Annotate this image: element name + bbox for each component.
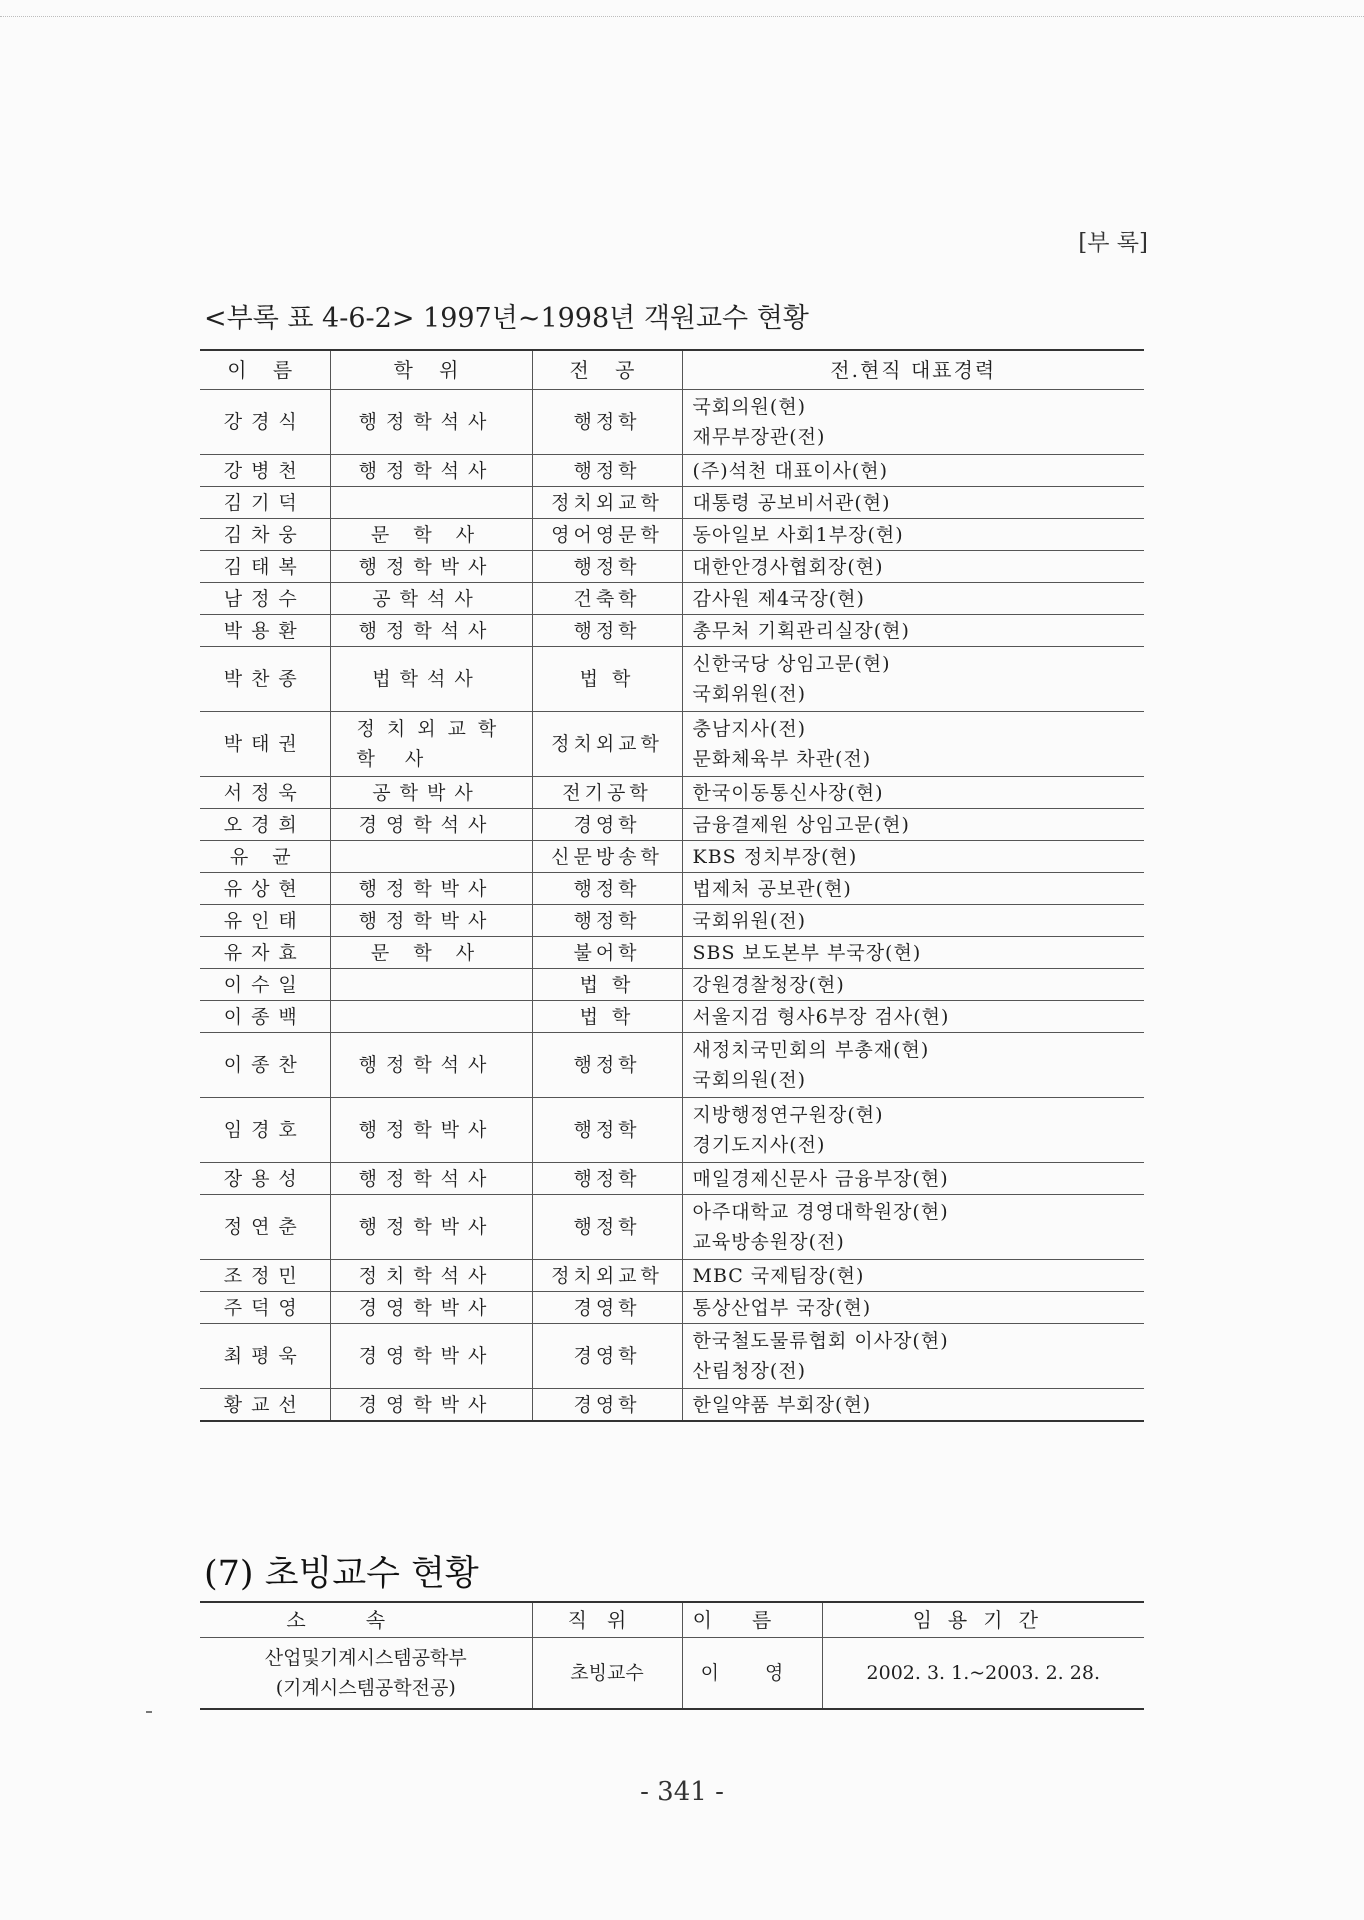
table-row [200,905,1144,937]
cell-degree [330,487,532,519]
table-row [200,615,1144,647]
header-career: 전.현직 대표경력 [682,350,1144,390]
cell-major: 행정학 [532,1195,682,1260]
career-line: 대통령 공보비서관(현) [692,491,891,514]
cell-degree: 경영학박사 [330,1389,532,1422]
career-line: 감사원 제4국장(현) [692,587,865,610]
cell-career [682,1098,1144,1163]
career-line: MBC 국제팀장(현) [692,1264,865,1287]
cell-major: 행정학 [532,1033,682,1098]
cell-career [682,969,1144,1001]
cell-career [682,519,1144,551]
cell-degree [330,712,532,777]
cell-career [682,390,1144,455]
cell-name: 박찬종 [200,647,330,712]
cell-position: 초빙교수 [532,1638,682,1710]
cell-name: 김차웅 [200,519,330,551]
cell-degree [330,841,532,873]
cell-degree: 문 학 사 [330,937,532,969]
cell-degree: 공학석사 [330,583,532,615]
cell-degree: 행정학박사 [330,551,532,583]
career-line: 국회의원(전) [692,1069,807,1091]
cell-major: 법 학 [532,1001,682,1033]
cell-major: 행정학 [532,615,682,647]
cell-career [682,1389,1144,1422]
cell-career [682,873,1144,905]
table-row [200,551,1144,583]
table-row [200,390,1144,455]
cell-career [682,777,1144,809]
table-row [200,1033,1144,1098]
cell-major: 신문방송학 [532,841,682,873]
cell-name: 주덕영 [200,1292,330,1324]
cell-career [682,712,1144,777]
cell-major: 경영학 [532,1292,682,1324]
section-title: (7) 초빙교수 현황 [204,1554,479,1594]
table-row [200,455,1144,487]
table-row [200,519,1144,551]
cell-degree: 정치학석사 [330,1260,532,1292]
table-header-row [200,1602,1144,1638]
cell-career [682,1195,1144,1260]
cell-name: 유상현 [200,873,330,905]
cell-name: 장용성 [200,1163,330,1195]
cell-career [682,841,1144,873]
cell-major: 행정학 [532,1163,682,1195]
page-number: - 341 - [640,1777,724,1807]
career-line: 법제처 공보관(현) [692,877,852,900]
table-row [200,712,1144,777]
cell-degree: 경영학석사 [330,809,532,841]
career-line: 재무부장관(전) [692,426,826,448]
table-row [200,1001,1144,1033]
header-affiliation: 소속 [200,1602,532,1638]
cell-name: 이 영 [682,1638,822,1710]
cell-major: 행정학 [532,551,682,583]
table-row [200,809,1144,841]
cell-career [682,647,1144,712]
cell-degree: 공학박사 [330,777,532,809]
cell-career [682,937,1144,969]
cell-major: 경영학 [532,809,682,841]
cell-major: 경영학 [532,1324,682,1389]
degree-line: 학 사 [356,748,436,770]
cell-career [682,583,1144,615]
career-line: 한국철도물류협회 이사장(현) [692,1330,949,1352]
cell-degree: 법학석사 [330,647,532,712]
cell-major: 행정학 [532,455,682,487]
cell-major: 법 학 [532,647,682,712]
degree-line: 정치외교학 [356,718,509,740]
cell-degree: 행정학박사 [330,873,532,905]
cell-name: 박태권 [200,712,330,777]
career-line: 한국이동통신사장(현) [692,781,884,804]
cell-major: 행정학 [532,1098,682,1163]
cell-career [682,487,1144,519]
cell-name: 임경호 [200,1098,330,1163]
affiliation-line: (기계시스템공학전공) [275,1677,456,1699]
cell-affiliation [200,1638,532,1710]
table-row [200,1098,1144,1163]
cell-career [682,551,1144,583]
cell-degree: 행정학석사 [330,615,532,647]
cell-degree: 문 학 사 [330,519,532,551]
cell-name: 정연춘 [200,1195,330,1260]
career-line: 총무처 기획관리실장(현) [692,619,910,642]
cell-major: 영어영문학 [532,519,682,551]
table-row [200,1260,1144,1292]
career-line: 경기도지사(전) [692,1134,826,1156]
header-degree: 학 위 [330,350,532,390]
career-line: 통상산업부 국장(현) [692,1296,872,1319]
cell-major: 전기공학 [532,777,682,809]
cell-name: 강경식 [200,390,330,455]
table-row [200,1195,1144,1260]
cell-degree: 행정학박사 [330,905,532,937]
cell-name: 남정수 [200,583,330,615]
table-row [200,1638,1144,1710]
cell-major: 행정학 [532,905,682,937]
table-row [200,647,1144,712]
cell-career [682,1033,1144,1098]
cell-degree: 행정학박사 [330,1098,532,1163]
career-line: 국회위원(전) [692,683,807,705]
cell-name: 황교선 [200,1389,330,1422]
career-line: 강원경찰청장(현) [692,973,845,996]
cell-name: 이종백 [200,1001,330,1033]
cell-degree [330,969,532,1001]
cell-career [682,1324,1144,1389]
cell-degree: 행정학석사 [330,455,532,487]
career-line: 교육방송원장(전) [692,1231,845,1253]
career-line: KBS 정치부장(현) [692,845,858,868]
career-line: SBS 보도본부 부국장(현) [692,941,922,964]
career-line: 금융결제원 상임고문(현) [692,813,910,836]
cell-career [682,809,1144,841]
cell-career [682,1001,1144,1033]
cell-degree: 행정학석사 [330,1033,532,1098]
cell-name: 이종찬 [200,1033,330,1098]
cell-degree: 행정학석사 [330,390,532,455]
table-row [200,487,1144,519]
cell-degree: 경영학박사 [330,1292,532,1324]
career-line: 서울지검 형사6부장 검사(현) [692,1005,950,1028]
cell-career [682,455,1144,487]
career-line: 산림청장(전) [692,1360,807,1382]
cell-degree: 행정학박사 [330,1195,532,1260]
career-line: 한일약품 부회장(현) [692,1393,872,1416]
cell-name: 서정욱 [200,777,330,809]
cell-career [682,615,1144,647]
table-row [200,1389,1144,1422]
cell-name: 유인태 [200,905,330,937]
career-line: 충남지사(전) [692,718,807,740]
table-row [200,873,1144,905]
header-period: 임용기간 [822,1602,1144,1638]
margin-mark [146,1711,152,1713]
table-row [200,1324,1144,1389]
cell-period: 2002. 3. 1.~2003. 2. 28. [822,1638,1144,1710]
career-line: 동아일보 사회1부장(현) [692,523,904,546]
cell-major: 정치외교학 [532,712,682,777]
cell-major: 경영학 [532,1389,682,1422]
cell-degree: 행정학석사 [330,1163,532,1195]
cell-name: 오경희 [200,809,330,841]
career-line: 국회위원(전) [692,909,807,932]
appendix-header-tag: [부 록] [1078,230,1148,256]
cell-major: 건축학 [532,583,682,615]
cell-degree: 경영학박사 [330,1324,532,1389]
cell-major: 행정학 [532,390,682,455]
career-line: 국회의원(현) [692,396,807,418]
cell-major: 정치외교학 [532,1260,682,1292]
career-line: 새정치국민회의 부총재(현) [692,1039,930,1061]
career-line: 신한국당 상임고문(현) [692,653,891,675]
career-line: 아주대학교 경영대학원장(현) [692,1201,949,1223]
cell-name: 유자효 [200,937,330,969]
table-caption: <부록 표 4-6-2> 1997년~1998년 객원교수 현황 [204,303,809,334]
table-row [200,841,1144,873]
cell-major: 불어학 [532,937,682,969]
cell-major: 행정학 [532,873,682,905]
table-row [200,969,1144,1001]
table-body [200,390,1144,1422]
career-line: 대한안경사협회장(현) [692,555,884,578]
table-row [200,777,1144,809]
cell-name: 최평욱 [200,1324,330,1389]
cell-career [682,1260,1144,1292]
table-row [200,1163,1144,1195]
table-row [200,937,1144,969]
cell-name: 강병천 [200,455,330,487]
top-border-line [0,16,1364,17]
cell-degree [330,1001,532,1033]
table-row [200,583,1144,615]
header-name: 이름 [682,1602,822,1638]
cell-name: 유 균 [200,841,330,873]
cell-name: 이수일 [200,969,330,1001]
visiting-professors-table [200,349,1144,1422]
cell-name: 박용환 [200,615,330,647]
header-name: 이 름 [200,350,330,390]
cell-name: 조정민 [200,1260,330,1292]
table-row [200,1292,1144,1324]
career-line: 문화체육부 차관(전) [692,748,872,770]
cell-career [682,1292,1144,1324]
career-line: 지방행정연구원장(현) [692,1104,884,1126]
invited-professors-table [200,1601,1144,1710]
header-position: 직위 [532,1602,682,1638]
career-line: (주)석천 대표이사(현) [692,459,889,482]
cell-major: 정치외교학 [532,487,682,519]
table-header-row [200,350,1144,390]
affiliation-line: 산업및기계시스템공학부 [264,1647,467,1669]
cell-major: 법 학 [532,969,682,1001]
cell-name: 김기덕 [200,487,330,519]
cell-career [682,1163,1144,1195]
header-major: 전 공 [532,350,682,390]
cell-career [682,905,1144,937]
career-line: 매일경제신문사 금융부장(현) [692,1167,949,1190]
cell-name: 김태복 [200,551,330,583]
